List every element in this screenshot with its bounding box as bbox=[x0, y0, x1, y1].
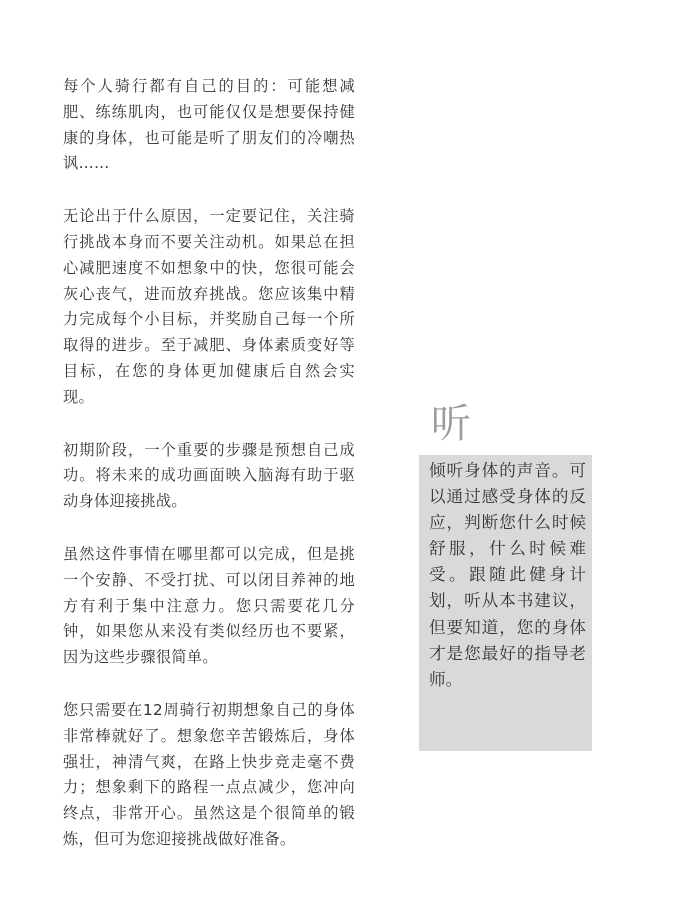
paragraph-visualize: 初期阶段，一个重要的步骤是预想自己成功。将未来的成功画面映入脑海有助于驱动身体迎接挑战。 bbox=[63, 440, 355, 511]
paragraph-quiet-place: 虽然这件事情在哪里都可以完成，但是挑一个安静、不受打扰、可以闭目养神的地方有利于集中注意力。您只需要花几分钟，如果您从来没有类似经历也不要紧，因为这些步骤很简单。 bbox=[63, 544, 355, 667]
paragraph-imagine: 您只需要在12周骑行初期想象自己的身体非常棒就好了。想象您辛苦锻炼后，身体强壮，神清气爽，在路上快步竞走毫不费力；想象剩下的路程一点点减少，您冲向终点，非常开心。虽然这是个很简单的锻炼，但可为您迎接挑战做好准备。 bbox=[63, 700, 355, 848]
sidebar-box bbox=[419, 455, 592, 751]
sidebar-text: 倾听身体的声音。可以通过感受身体的反应，判断您什么时候舒服，什么时候难受。跟随此健身计划，听从本书建议，但要知道，您的身体才是您最好的指导老师。 bbox=[429, 461, 586, 689]
paragraph-motivation: 无论出于什么原因，一定要记住，关注骑行挑战本身而不要关注动机。如果总在担心减肥速度不如想象中的快，您很可能会灰心丧气，进而放弃挑战。您应该集中精力完成每个小目标，并奖励自己每一个所取得的进步。至于减肥、身体素质变好等目标，在您的身体更加健康后自然会实现。 bbox=[63, 207, 355, 406]
sidebar-heading: 听 bbox=[431, 401, 471, 447]
main-text-column bbox=[63, 74, 355, 880]
paragraph-goals: 每个人骑行都有自己的目的：可能想减肥、练练肌肉，也可能仅仅是想要保持健康的身体，也可能是听了朋友们的冷嘲热讽…… bbox=[63, 77, 355, 173]
